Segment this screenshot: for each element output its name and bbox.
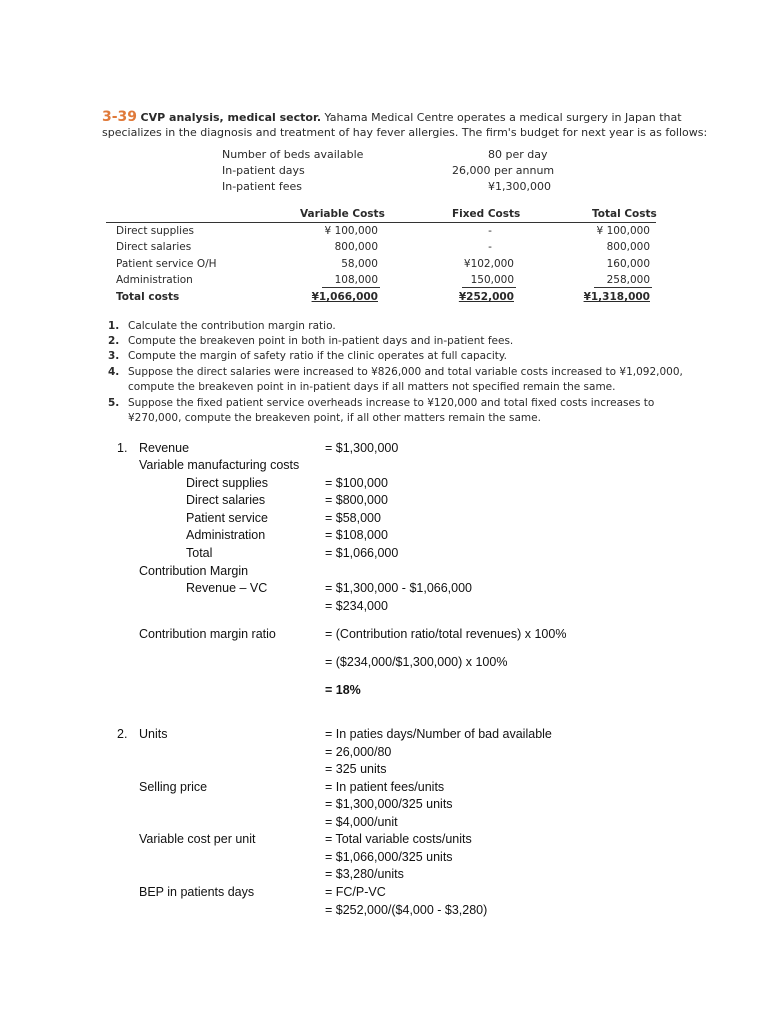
cost-item-label: Patient service [186, 511, 268, 525]
cost-item-value: = $1,066,000 [325, 546, 399, 560]
table-row-label: Direct salaries [116, 241, 192, 253]
revenue-vc-label: Revenue – VC [186, 581, 268, 595]
table-cell-total: 258,000 [606, 274, 650, 286]
table-cell-fixed: 150,000 [470, 274, 514, 286]
fact-label: In-patient days [222, 164, 305, 177]
cm-ratio-label: Contribution margin ratio [139, 627, 276, 641]
variable-costs-label: Variable manufacturing costs [139, 458, 300, 472]
fact-value: 80 per day [488, 148, 548, 161]
cost-item-label: Administration [186, 528, 266, 542]
contribution-margin-label: Contribution Margin [139, 564, 249, 578]
table-header-variable: Variable Costs [300, 208, 385, 220]
table-row-label: Total costs [116, 291, 180, 303]
subtotal-rule [594, 287, 652, 288]
bep-value: = FC/P-VC [325, 885, 386, 899]
question-number: 1. [108, 320, 120, 332]
table-cell-total: 800,000 [606, 241, 650, 253]
fact-value: 26,000 per annum [452, 164, 555, 177]
question-text: Suppose the fixed patient service overheads increase to ¥120,000 and total fixed costs increases to [128, 397, 655, 409]
cost-item-value: = $58,000 [325, 511, 381, 525]
cost-item-value: = $100,000 [325, 476, 388, 490]
question-text: Compute the breakeven point in both in-patient days and in-patient fees. [128, 335, 514, 347]
cm-ratio-substitution: = ($234,000/$1,300,000) x 100% [325, 655, 508, 669]
cm-ratio-result: = 18% [325, 683, 361, 697]
fact-label: In-patient fees [222, 180, 302, 193]
variable-cost-value: = $3,280/units [325, 867, 404, 881]
table-row-label: Direct supplies [116, 225, 194, 237]
table-cell-total: 160,000 [606, 258, 650, 270]
problem-number: 3-39 [102, 109, 138, 125]
problem-intro-line1: Yahama Medical Centre operates a medical surgery in Japan that [324, 111, 682, 124]
selling-price-value: = $1,300,000/325 units [325, 797, 453, 811]
cost-item-value: = $800,000 [325, 493, 388, 507]
cm-ratio-formula: = (Contribution ratio/total revenues) x 100% [325, 627, 567, 641]
variable-cost-label: Variable cost per unit [139, 832, 256, 846]
subtotal-rule [322, 287, 380, 288]
table-header-fixed: Fixed Costs [452, 208, 521, 220]
table-divider [106, 222, 656, 223]
table-row-label: Administration [116, 274, 193, 286]
question-text: ¥270,000, compute the breakeven point, if all other matters remain the same. [128, 412, 541, 424]
problem-intro-line2: specializes in the diagnosis and treatment of hay fever allergies. The firm's budget for next year is as follows: [102, 126, 708, 139]
cost-item-label: Direct supplies [186, 476, 268, 490]
units-label: Units [139, 727, 168, 741]
fact-label: Number of beds available [222, 148, 364, 161]
selling-price-value: = In patient fees/units [325, 780, 445, 794]
question-text: Suppose the direct salaries were increased to ¥826,000 and total variable costs increased to ¥1,092,000, [128, 366, 683, 378]
table-cell-variable: ¥1,066,000 [311, 291, 378, 303]
question-number: 3. [108, 350, 120, 362]
table-cell-total: ¥1,318,000 [583, 291, 650, 303]
table-cell-variable: 108,000 [334, 274, 378, 286]
units-value: = 325 units [325, 762, 387, 776]
solution-number: 2. [117, 727, 128, 741]
subtotal-rule [462, 287, 516, 288]
cost-item-label: Direct salaries [186, 493, 266, 507]
question-text: Compute the margin of safety ratio if the clinic operates at full capacity. [128, 350, 507, 362]
table-cell-fixed: ¥102,000 [463, 258, 514, 270]
revenue-label: Revenue [139, 441, 190, 455]
table-cell-variable: ¥ 100,000 [324, 225, 378, 237]
bep-label: BEP in patients days [139, 885, 255, 899]
selling-price-label: Selling price [139, 780, 208, 794]
units-value: = 26,000/80 [325, 745, 392, 759]
selling-price-value: = $4,000/unit [325, 815, 398, 829]
question-number: 2. [108, 335, 120, 347]
units-value: = In paties days/Number of bad available [325, 727, 552, 741]
table-cell-variable: 58,000 [341, 258, 378, 270]
question-number: 5. [108, 397, 120, 409]
fact-value: ¥1,300,000 [488, 180, 551, 193]
question-number: 4. [108, 366, 120, 378]
cost-item-value: = $108,000 [325, 528, 388, 542]
solution-number: 1. [117, 441, 128, 455]
table-cell-total: ¥ 100,000 [596, 225, 650, 237]
question-text: compute the breakeven point in in-patient days if all matters not specified remain the same. [128, 381, 616, 393]
revenue-vc-value: = $1,300,000 - $1,066,000 [325, 581, 473, 595]
table-header-total: Total Costs [592, 208, 657, 220]
table-cell-fixed: - [488, 241, 492, 253]
question-text: Calculate the contribution margin ratio. [128, 320, 336, 332]
problem-title: CVP analysis, medical sector. [140, 111, 322, 124]
problem-heading [102, 109, 682, 125]
revenue-value: = $1,300,000 [325, 441, 399, 455]
table-row-label: Patient service O/H [116, 258, 217, 270]
variable-cost-value: = Total variable costs/units [325, 832, 472, 846]
table-cell-fixed: - [488, 225, 492, 237]
variable-cost-value: = $1,066,000/325 units [325, 850, 453, 864]
table-cell-variable: 800,000 [334, 241, 378, 253]
bep-value: = $252,000/($4,000 - $3,280) [325, 903, 488, 917]
revenue-vc-result: = $234,000 [325, 599, 388, 613]
cost-item-label: Total [186, 546, 213, 560]
table-cell-fixed: ¥252,000 [458, 291, 514, 303]
